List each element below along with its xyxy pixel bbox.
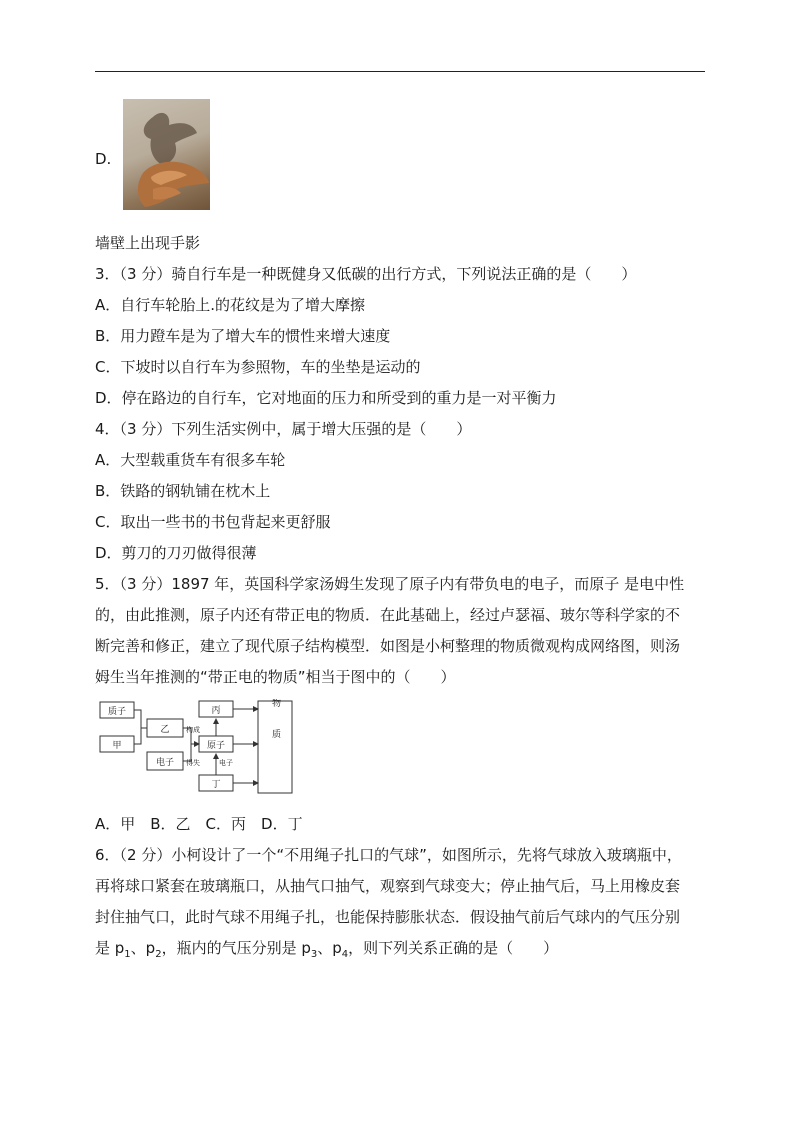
q6-l4-part-c: ，瓶内的气压分别是 p bbox=[161, 939, 311, 957]
q5-line-1: 5．（3 分）1897 年，英国科学家汤姆生发现了原子内有带负电的电子，而原子 是电中性 bbox=[95, 575, 685, 593]
q5-answer-options: A．甲 B．乙 C．丙 D．丁 bbox=[95, 815, 303, 833]
q5-line-2: 的，由此推测，原子内还有带正电的物质．在此基础上，经过卢瑟福、玻尔等科学家的不 bbox=[95, 606, 681, 624]
q4-option-d: D．剪刀的刀刃做得很薄 bbox=[95, 544, 257, 562]
header-rule bbox=[95, 71, 705, 72]
label-yuanzi: 原子 bbox=[206, 741, 226, 751]
q6-line-2: 再将球口紧套在玻璃瓶口，从抽气口抽气，观察到气球变大；停止抽气后，马上用橡皮套 bbox=[95, 877, 681, 895]
q3-option-d: D．停在路边的自行车，它对地面的压力和所受到的重力是一对平衡力 bbox=[95, 389, 557, 407]
q3-stem: 3．（3 分）骑自行车是一种既健身又低碳的出行方式，下列说法正确的是（ ） bbox=[95, 265, 637, 283]
photo-caption: 墙壁上出现手影 bbox=[95, 234, 201, 252]
q4-option-c: C．取出一些书的书包背起来更舒服 bbox=[95, 513, 331, 531]
q6-line-4 bbox=[95, 938, 558, 965]
label-dianzi-arrow: 电子 bbox=[219, 759, 233, 767]
q5-line-3: 断完善和修正，建立了现代原子结构模型．如图是小柯整理的物质微观构成网络图，则汤 bbox=[95, 637, 681, 655]
matter-structure-diagram bbox=[95, 699, 305, 803]
subscript-4: 4 bbox=[341, 949, 349, 960]
q6-l4-part-d: 、p bbox=[317, 939, 342, 957]
label-dianzi: 电子 bbox=[155, 758, 175, 768]
hand-shadow-photo bbox=[123, 99, 210, 210]
subscript-2: 2 bbox=[155, 949, 162, 960]
q4-stem: 4．（3 分）下列生活实例中，属于增大压强的是（ ） bbox=[95, 420, 472, 438]
q3-option-b: B．用力蹬车是为了增大车的惯性来增大速度 bbox=[95, 327, 391, 345]
q6-line-1: 6．（2 分）小柯设计了一个“不用绳子扎口的气球”，如图所示，先将气球放入玻璃瓶中， bbox=[95, 846, 682, 864]
label-deshi: 得失 bbox=[186, 759, 200, 767]
label-bing: 丙 bbox=[211, 706, 221, 716]
q6-line-3: 封住抽气口，此时气球不用绳子扎，也能保持膨胀状态．假设抽气前后气球内的气压分别 bbox=[95, 908, 681, 926]
label-ding: 丁 bbox=[211, 780, 221, 790]
subscript-1: 1 bbox=[124, 949, 131, 960]
q3-option-a: A．自行车轮胎上.的花纹是为了增大摩擦 bbox=[95, 296, 366, 314]
q4-option-a: A．大型载重货车有很多车轮 bbox=[95, 451, 286, 469]
q6-l4-part-b: 、p bbox=[130, 939, 156, 957]
q6-l4-part-e: ，则下列关系正确的是（ ） bbox=[348, 939, 559, 957]
label-wuzhi: 物质 bbox=[270, 699, 280, 760]
q5-line-4: 姆生当年推测的“带正电的物质”相当于图中的（ ） bbox=[95, 668, 456, 686]
q4-option-b: B．铁路的钢轨铺在枕木上 bbox=[95, 482, 271, 500]
subscript-3: 3 bbox=[310, 949, 318, 960]
q6-l4-part-a: 是 p bbox=[95, 939, 125, 957]
label-goucheng: 构成 bbox=[186, 726, 200, 734]
label-yi: 乙 bbox=[160, 725, 170, 735]
label-jia: 甲 bbox=[112, 741, 122, 751]
label-zhizi: 质子 bbox=[107, 707, 127, 717]
option-d-label: D. bbox=[95, 150, 112, 168]
q3-option-c: C．下坡时以自行车为参照物，车的坐垫是运动的 bbox=[95, 358, 421, 376]
